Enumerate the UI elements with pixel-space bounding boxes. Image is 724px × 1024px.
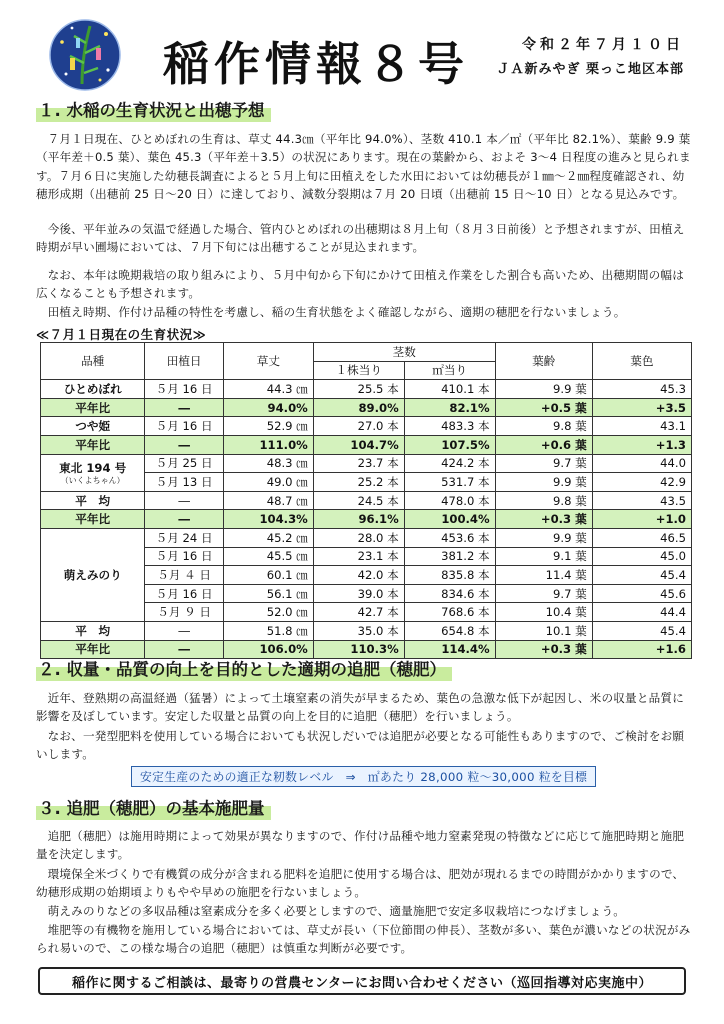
table-row [41,417,692,436]
cell-m2: 478.0 本 [404,491,495,510]
cell-height: 45.2 ㎝ [223,528,313,547]
ratio-label: 平年比 [41,398,145,417]
cell-leaf: 9.1 葉 [495,547,592,566]
cell-m2: 453.6 本 [404,528,495,547]
issue-date: 令和２年７月１０日 [522,37,684,53]
cell-plant: 35.0 本 [313,621,404,640]
cell-height: 52.9 ㎝ [223,417,313,436]
cell-color: 44.4 [592,603,691,622]
ratio-label: 平年比 [41,435,145,454]
cell-date: ― [145,510,224,529]
cell-plant: 23.7 本 [313,454,404,473]
variety-name [41,454,145,491]
variety-label: 東北 194 号 [59,461,127,476]
cell-leaf: 11.4 葉 [495,566,592,585]
cell-plant: 25.5 本 [313,380,404,399]
variety-name [41,417,145,436]
cell-leaf: 9.9 葉 [495,473,592,492]
target-grain-count-box: 安定生産のための適正な籾数レベル ⇒ ㎡あたり 28,000 粒～30,000 粒を目標 [131,766,596,787]
cell-m2: 531.7 本 [404,473,495,492]
cell-date: ― [145,398,224,417]
section2-paragraph-2: なお、一発型肥料を使用している場合においても状況しだいでは追肥が必要となる可能性もありますので、ご検討をお願いします。 [36,729,685,762]
section1-paragraph-2: 今後、平年並みの気温で経過した場合、管内ひとめぼれの出穂期は８月上旬（８月３日前後）と予想されますが、田植え時期が早い圃場においては、７月下旬には出穂することが見込まれます。 [36,222,685,255]
average-label: 平 均 [41,621,145,640]
cell-leaf: 10.4 葉 [495,603,592,622]
average-row [41,621,692,640]
cell-plant: 27.0 本 [313,417,404,436]
header-height: 草丈 [223,343,313,380]
variety-label: 萌えみのり [63,567,122,582]
cell-date: ― [145,621,224,640]
header-leaf-age: 葉齢 [495,343,592,380]
cell-plant: 42.7 本 [313,603,404,622]
ratio-row [41,510,692,529]
table-row [41,380,692,399]
cell-m2: 410.1 本 [404,380,495,399]
cell-plant: 89.0% [313,398,404,417]
cell-height: 48.7 ㎝ [223,491,313,510]
section1-paragraph-4: 田植え時期、作付け品種の特性を考慮し、稲の生育状態をよく確認しながら、適期の穂肥を行ないましょう。 [47,305,626,319]
table-body [41,380,692,659]
variety-label: つや姫 [75,419,111,434]
cell-plant: 25.2 本 [313,473,404,492]
cell-plant: 28.0 本 [313,528,404,547]
cell-color: +3.5 [592,398,691,417]
cell-height: 111.0% [223,435,313,454]
cell-leaf: 9.8 葉 [495,491,592,510]
cell-m2: 835.8 本 [404,566,495,585]
cell-date: ５月 13 日 [145,473,224,492]
section2-heading: ２. 収量・品質の向上を目的とした適期の追肥（穂肥） [36,656,452,681]
ratio-row [41,398,692,417]
variety-label: ひとめぼれ [63,381,122,396]
header-leaf-color: 葉色 [592,343,691,380]
cell-m2: 834.6 本 [404,584,495,603]
cell-plant: 42.0 本 [313,566,404,585]
growth-status-table [40,342,692,659]
cell-height: 45.5 ㎝ [223,547,313,566]
variety-sub-label: （いくよちゃん） [60,476,125,486]
cell-m2: 768.6 本 [404,603,495,622]
section3-heading: ３. 追肥（穂肥）の基本施肥量 [36,795,271,820]
cell-date: ５月 24 日 [145,528,224,547]
cell-date: ５月 16 日 [145,547,224,566]
cell-leaf: 10.1 葉 [495,621,592,640]
cell-m2: 107.5% [404,435,495,454]
cell-date: ５月 16 日 [145,417,224,436]
cell-color: 42.9 [592,473,691,492]
cell-color: 45.4 [592,621,691,640]
section1-paragraph-3: なお、本年は晩期栽培の取り組みにより、５月中旬から下旬にかけて田植え作業をした割合も高いため、出穂期間の幅は広くなることも予想されます。 [36,268,684,301]
cell-m2: 654.8 本 [404,621,495,640]
cell-leaf: 9.7 葉 [495,584,592,603]
cell-color: 45.3 [592,380,691,399]
cell-color: 43.1 [592,417,691,436]
table-row [41,454,692,473]
average-row [41,491,692,510]
section3-paragraph-3: 萌えみのりなどの多収品種は窒素成分を多く必要としますので、適量施肥で安定多収栽培につなげましょう。 [47,904,626,918]
cell-m2: 82.1% [404,398,495,417]
cell-leaf: 9.9 葉 [495,528,592,547]
cell-date: ５月 16 日 [145,380,224,399]
cell-leaf: +0.6 葉 [495,435,592,454]
cell-color: 43.5 [592,491,691,510]
cell-leaf: 9.8 葉 [495,417,592,436]
cell-color: 46.5 [592,528,691,547]
cell-plant: 23.1 本 [313,547,404,566]
cell-plant: 110.3% [313,640,404,659]
cell-height: 48.3 ㎝ [223,454,313,473]
cell-date: ５月 ４ 日 [145,566,224,585]
cell-leaf: +0.3 葉 [495,510,592,529]
header-per-m2: ㎡当り [404,361,495,380]
cell-height: 49.0 ㎝ [223,473,313,492]
cell-leaf: 9.7 葉 [495,454,592,473]
cell-height: 106.0% [223,640,313,659]
section3-paragraph-1: 追肥（穂肥）は施用時期によって効果が異なりますので、作付け品種や地力窒素発現の特徴などに応じて施肥時期と施肥量を決定します。 [36,829,685,862]
cell-date: ― [145,435,224,454]
ratio-label: 平年比 [41,510,145,529]
cell-height: 94.0% [223,398,313,417]
ratio-label: 平年比 [41,640,145,659]
header-per-plant: １株当り [313,361,404,380]
section1-heading: １. 水稲の生育状況と出穂予想 [36,97,271,122]
cell-color: +1.3 [592,435,691,454]
section3-paragraph-4: 堆肥等の有機物を施用している場合においては、草丈が長い（下位節間の伸長）、茎数が多い、葉色が濃いなどの状況がみられ易いので、この様な場合の追肥（穂肥）は慎重な判断が必要です。 [36,923,691,956]
cell-m2: 114.4% [404,640,495,659]
cell-color: 44.0 [592,454,691,473]
cell-plant: 24.5 本 [313,491,404,510]
cell-height: 60.1 ㎝ [223,566,313,585]
variety-name [41,528,145,621]
cell-color: 45.0 [592,547,691,566]
cell-date: ５月 ９ 日 [145,603,224,622]
tanabata-logo-icon [48,18,122,92]
cell-height: 52.0 ㎝ [223,603,313,622]
page-title: 稲作情報８号 [163,37,469,91]
header-stems: 茎数 [313,343,495,362]
cell-height: 56.1 ㎝ [223,584,313,603]
cell-leaf: +0.5 葉 [495,398,592,417]
section2-paragraph-1: 近年、登熟期の高温経過（猛暑）によって土壌窒素の消失が早まるため、葉色の急激な低下が起因し、米の収量と品質に影響を及ぼしています。安定した収量と品質の向上を目的に追肥（穂肥）を行いましょう。 [36,691,684,724]
cell-m2: 381.2 本 [404,547,495,566]
section1-paragraph-1: ７月１日現在、ひとめぼれの生育は、草丈 44.3㎝（平年比 94.0%）、茎数 410.1 本／㎡（平年比 82.1%）、葉齢 9.9 葉（平年差＋0.5 葉）、葉色 45.3（平年差＋3.5）の状況にあります。現在の葉齢から、およそ 3～4 日程度の進みと見られます。７月６日に実施した幼穂長調査によると５月上旬に田植えをした水田においては幼穂長が１㎜～２㎜程度確認され、幼穂形成期（出穂前 25 日～20 日）に達しており、減数分裂期は７月 20 日頃（出穂前 15 日～10 日）となる見込みです。 [36,132,691,202]
consultation-notice: 稲作に関するご相談は、最寄りの営農センターにお問い合わせください（巡回指導対応実施中） [38,967,686,995]
cell-plant: 104.7% [313,435,404,454]
cell-height: 44.3 ㎝ [223,380,313,399]
cell-date: ５月 16 日 [145,584,224,603]
cell-m2: 424.2 本 [404,454,495,473]
table-caption: ≪７月１日現在の生育状況≫ [36,327,207,342]
cell-leaf: 9.9 葉 [495,380,592,399]
variety-name [41,380,145,399]
cell-color: 45.6 [592,584,691,603]
cell-leaf: +0.3 葉 [495,640,592,659]
cell-date: ― [145,640,224,659]
cell-color: +1.6 [592,640,691,659]
average-label: 平 均 [41,491,145,510]
header-planting: 田植日 [145,343,224,380]
cell-date: ５月 25 日 [145,454,224,473]
table-row [41,528,692,547]
ratio-row [41,435,692,454]
cell-m2: 483.3 本 [404,417,495,436]
cell-height: 104.3% [223,510,313,529]
section3-paragraph-2: 環境保全米づくりで有機質の成分が含まれる肥料を追肥に使用する場合は、肥効が現れるまでの時間がかかりますので、幼穂形成期の始期頃よりもやや早めの施肥を行ないましょう。 [36,867,685,900]
cell-date: ― [145,491,224,510]
header-variety: 品種 [41,343,145,380]
organization-name: ＪＡ新みやぎ 栗っこ地区本部 [496,62,684,77]
cell-color: +1.0 [592,510,691,529]
cell-color: 45.4 [592,566,691,585]
cell-plant: 96.1% [313,510,404,529]
cell-m2: 100.4% [404,510,495,529]
cell-height: 51.8 ㎝ [223,621,313,640]
cell-plant: 39.0 本 [313,584,404,603]
